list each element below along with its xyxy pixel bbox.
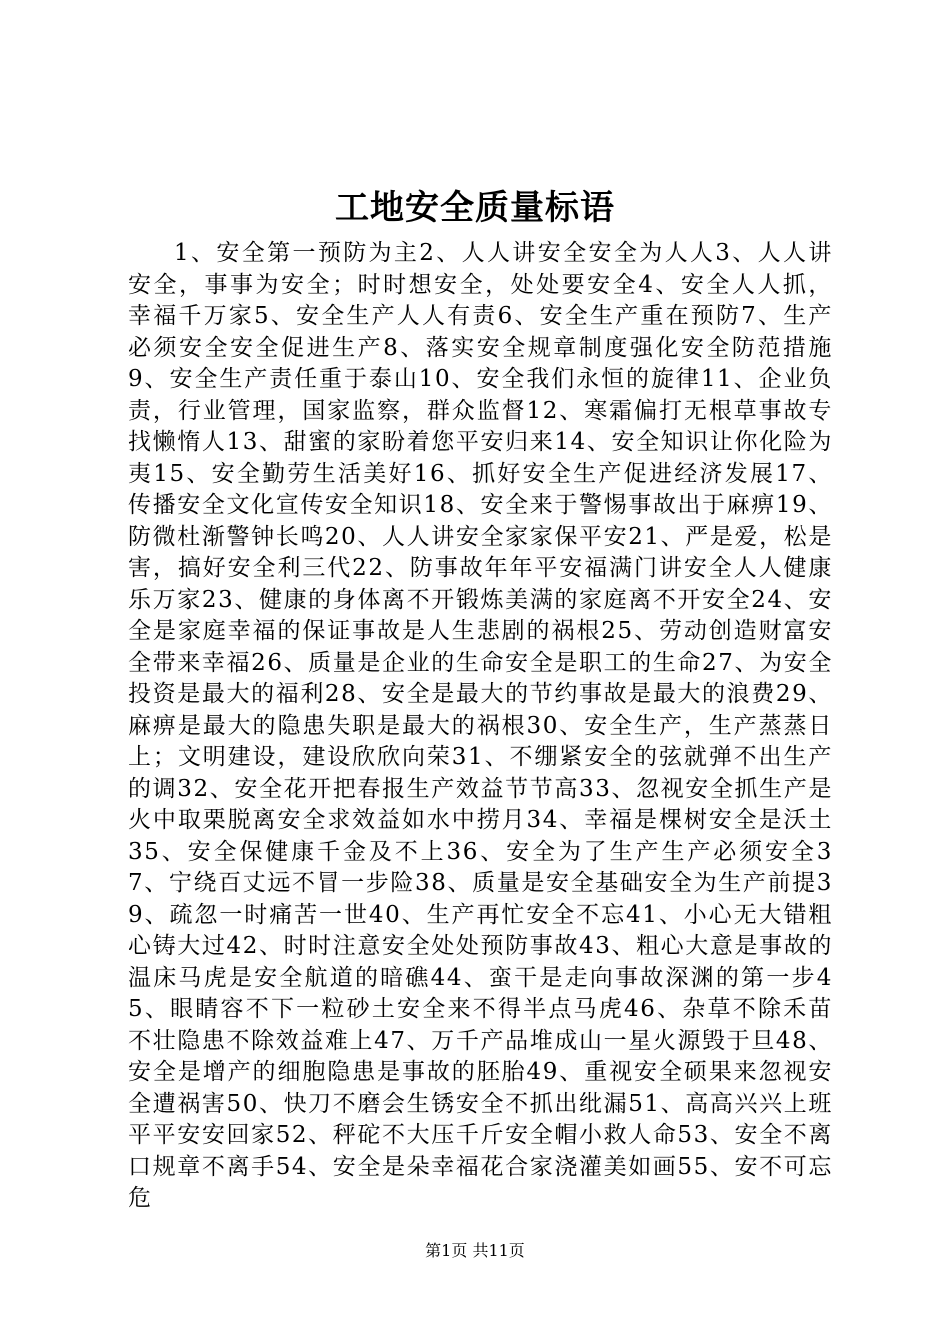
document-body-text: 1、安全第一预防为主2、人人讲安全安全为人人3、人人讲安全，事事为安全；时时想安全，处处要安全4、安全人人抓，幸福千万家5、安全生产人人有责6、安全生产重在预防7、生产必须安全安全促进生产8、落实安全规章制度强化安全防范措施9、安全生产责任重于泰山10、安全我们永恒的旋律11、企业负责，行业管理，国家监察，群众监督12、寒霜偏打无根草事故专找懒惰人13、甜蜜的家盼着您平安归来14、安全知识让你化险为夷15、安全勤劳生活美好16、抓好安全生产促进经济发展17、传播安全文化宣传安全知识18、安全来于警惕事故出于麻痹19、防微杜渐警钟长鸣20、人人讲安全家家保平安21、严是爱，松是害，搞好安全利三代22、防事故年年平安福满门讲安全人人健康乐万家23、健康的身体离不开锻炼美满的家庭离不开安全24、安全是家庭幸福的保证事故是人生悲剧的祸根25、劳动创造财富安全带来幸福26、质量是企业的生命安全是职工的生命27、为安全投资是最大的福利28、安全是最大的节约事故是最大的浪费29、麻痹是最大的隐患失职是最大的祸根30、安全生产，生产蒸蒸日上；文明建设，建设欣欣向荣31、不绷紧安全的弦就弹不出生产的调32、安全花开把春报生产效益节节高33、忽视安全抓生产是火中取栗脱离安全求效益如水中捞月34、幸福是棵树安全是沃土35、安全保健康千金及不上36、安全为了生产生产必须安全37、宁绕百丈远不冒一步险38、质量是安全基础安全为生产前提39、疏忽一时痛苦一世40、生产再忙安全不忘41、小心无大错粗心铸大过42、时时注意安全处处预防事故43、粗心大意是事故的温床马虎是安全航道的暗礁44、蛮干是走向事故深渊的第一步45、眼睛容不下一粒砂土安全来不得半点马虎46、杂草不除禾苗不壮隐患不除效益难上47、万千产品堆成山一星火源毁于旦48、安全是增产的细胞隐患是事故的胚胎49、重视安全硕果来忽视安全遭祸害50、快刀不磨会生锈安全不抓出纰漏51、高高兴兴上班平平安安回家52、秤砣不大压千斤安全帽小救人命53、安全不离口规章不离手54、安全是朵幸福花合家浇灌美如画55、安不可忘危 [128, 240, 833, 1211]
document-title: 工地安全质量标语 [335, 188, 615, 228]
page-number-footer: 第1页 共11页 [425, 1241, 525, 1260]
